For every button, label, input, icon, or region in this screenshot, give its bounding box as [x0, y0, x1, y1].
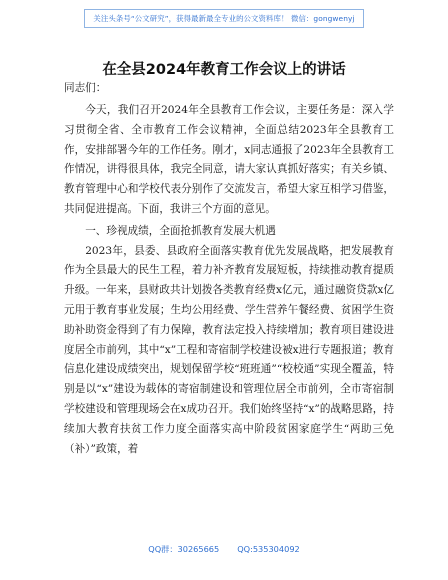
footer-qq-number: QQ:535304092: [237, 544, 300, 554]
top-banner-wrap: [0, 6, 448, 28]
section-heading-1: 一、珍视成绩，全面抢抓教育发展大机遇: [85, 224, 276, 237]
paragraph-intro: 今天，我们召开2024年全县教育工作会议，主要任务是：深入学习贯彻全省、全市教育工作会议精神，全面总结2023年全县教育工作，安排部署今年的工作任务。刚才，x同志通报了2023年全县教育工作情况，讲得很具体，我完全同意，请大家认真抓好落实；有关乡镇、教育管理中心和学校代表分别作了交流发言，希望大家互相学习借鉴，共同促进提高。下面，我讲三个方面的意见。: [64, 104, 394, 215]
greeting: 同志们：: [64, 82, 107, 94]
document-body: [64, 101, 394, 459]
promo-banner: 关注头条号“公文研究”，获得最新最全专业的公文资料库！ 微信：gongwenyj: [84, 9, 363, 28]
footer-contact: [0, 544, 448, 555]
footer-qq-group: QQ群：30265665: [148, 544, 220, 554]
paragraph-achievements: 2023年，县委、县政府全面落实教育优先发展战略，把发展教育作为全县最大的民生工程，着力补齐教育发展短板，持续推动教育提质升级。一年来，县财政共计划拨各类教育经费x亿元，通过融资贷款x亿元用于教育事业发展；生均公用经费、学生营养午餐经费、贫困学生资助补助资金得到了有力保障，教育法定投入持续增加；教育项目建设进度居全市前列，其中“x”工程和寄宿制学校建设被x进行专题报道；教育信息化建设成绩突出，规划保留学校“班班通”“校校通”实现全覆盖，特别是以“x”建设为载体的寄宿制建设和管理位居全市前列，全市寄宿制学校建设和管理现场会在x成功召开。我们始终坚持“x”的战略思路，持续加大教育扶贫工作力度全面落实高中阶段贫困家庭学生“两助三免（补）”政策，着: [64, 244, 394, 455]
document-title: 在全县2024年教育工作会议上的讲话: [102, 62, 346, 78]
